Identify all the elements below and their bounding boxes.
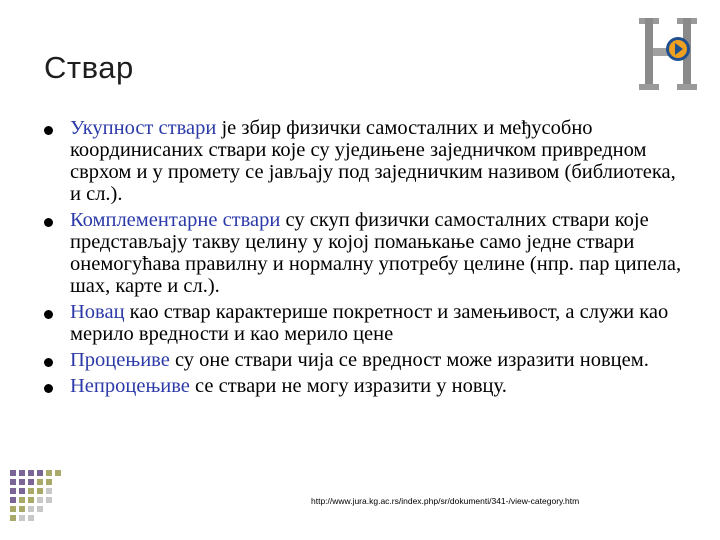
bullet-term: Непроцењиве: [70, 375, 190, 397]
bullet-dot-icon: [44, 126, 53, 135]
grid-square: [28, 470, 34, 476]
grid-square: [28, 506, 34, 512]
bullet-body: су скуп физички самосталних ствари које представљају такву целину у којој помањкање само једне ствари онемогућава правилну и нормалну употребу целине (нпр. пар ципела, шах, карте и сл.).: [70, 209, 682, 297]
grid-square: [46, 479, 52, 485]
decorative-square-grid: [10, 470, 61, 521]
grid-square: [55, 470, 61, 476]
grid-square: [46, 488, 52, 494]
grid-square: [37, 470, 43, 476]
grid-square: [10, 470, 16, 476]
grid-square: [28, 497, 34, 503]
grid-square: [19, 470, 25, 476]
bullet-dot-icon: [44, 358, 53, 367]
grid-square: [55, 479, 61, 485]
bullet-text: [70, 117, 684, 205]
grid-square: [19, 497, 25, 503]
grid-square: [28, 488, 34, 494]
bullet-body: као ствар карактерише покретност и замењивост, а служи као мерило вредности и као мерило цене: [70, 301, 669, 345]
bullet-dot-icon: [44, 218, 53, 227]
bullet-term: Новац: [70, 301, 125, 323]
slide-title: Ствар: [44, 50, 134, 85]
grid-square: [46, 470, 52, 476]
faculty-logo-icon: [636, 14, 702, 94]
bullet-text: [70, 349, 684, 371]
bullet-body: је збир физички самосталних и међусобно координисаних ствари које су уједињене заједничком привредном сврхом и у промету се јављају под заједничким називом (библиотека, и сл.).: [70, 117, 676, 205]
grid-square: [46, 515, 52, 521]
grid-square: [10, 497, 16, 503]
bullet-text: [70, 375, 684, 397]
grid-square: [10, 488, 16, 494]
grid-square: [37, 497, 43, 503]
grid-square: [10, 506, 16, 512]
bullet-term: Комплементарне ствари: [70, 209, 281, 231]
grid-square: [19, 515, 25, 521]
bullet-term: Процењиве: [70, 349, 170, 371]
grid-square: [10, 479, 16, 485]
grid-square: [19, 488, 25, 494]
bullet-list: [44, 117, 684, 401]
bullet-dot-icon: [44, 384, 53, 393]
list-item: [44, 375, 684, 397]
bullet-dot-icon: [44, 310, 53, 319]
grid-square: [46, 497, 52, 503]
grid-square: [28, 479, 34, 485]
grid-square: [55, 506, 61, 512]
bullet-term: Укупност ствари: [70, 117, 217, 139]
list-item: [44, 117, 684, 205]
grid-square: [19, 479, 25, 485]
grid-square: [55, 515, 61, 521]
grid-square: [55, 488, 61, 494]
grid-square: [19, 506, 25, 512]
footer-url: http://www.jura.kg.ac.rs/index.php/sr/dokumenti/341-/view-category.htm: [311, 496, 580, 506]
grid-square: [28, 515, 34, 521]
grid-square: [37, 506, 43, 512]
bullet-text: [70, 209, 684, 297]
grid-square: [37, 488, 43, 494]
list-item: [44, 349, 684, 371]
grid-square: [55, 497, 61, 503]
grid-square: [37, 515, 43, 521]
bullet-body: се ствари не могу изразити у новцу.: [189, 375, 507, 397]
bullet-body: су оне ствари чија се вредност може изразити новцем.: [169, 349, 649, 371]
grid-square: [46, 506, 52, 512]
list-item: [44, 301, 684, 345]
grid-square: [10, 515, 16, 521]
bullet-text: [70, 301, 684, 345]
grid-square: [37, 479, 43, 485]
list-item: [44, 209, 684, 297]
